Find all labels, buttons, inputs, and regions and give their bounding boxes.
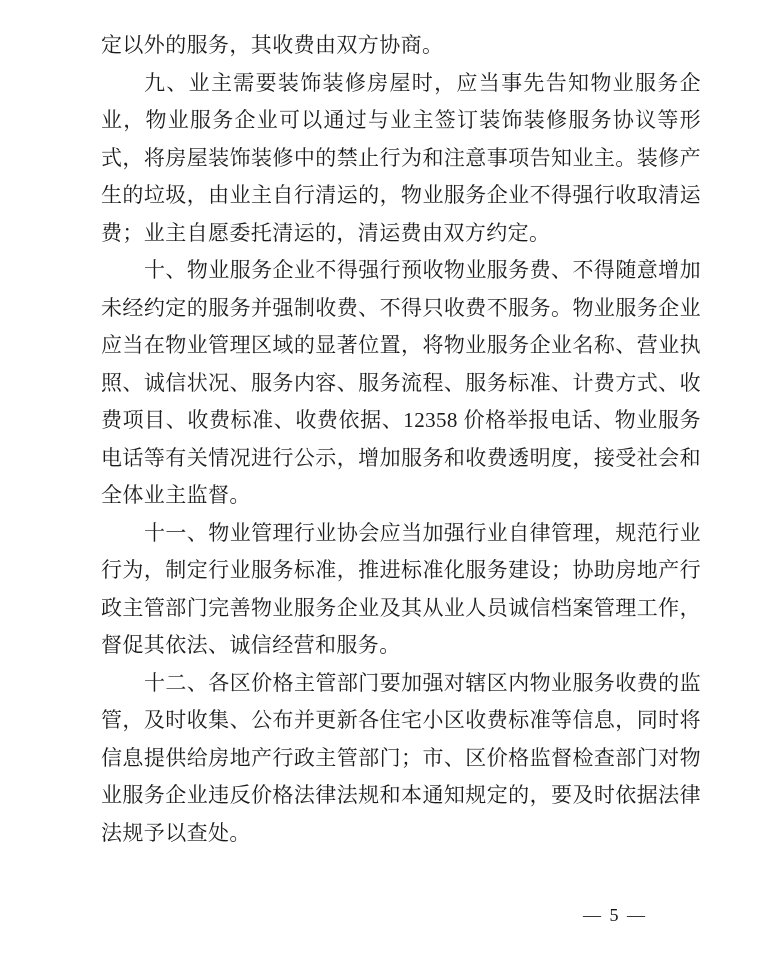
text-line: 十一、物业管理行业协会应当加强行业自律管理，规范行业 <box>144 520 701 545</box>
text-line: 应当在物业管理区域的显著位置，将物业服务企业名称、营业执 <box>101 333 701 357</box>
text-line: 电话等有关情况进行公示，增加服务和收费透明度，接受社会和 <box>101 445 701 470</box>
text-line: 式，将房屋装饰装修中的禁止行为和注意事项告知业主。装修产 <box>101 145 701 170</box>
text-line: 政主管部门完善物业服务企业及其从业人员诚信档案管理工作， <box>101 595 701 620</box>
text-line: 未经约定的服务并强制收费、不得只收费不服务。物业服务企业 <box>101 295 701 320</box>
text-line: 九、业主需要装饰装修房屋时，应当事先告知物业服务企 <box>144 70 701 95</box>
text-line: 十二、各区价格主管部门要加强对辖区内物业服务收费的监 <box>144 670 701 695</box>
text-line: 生的垃圾，由业主自行清运的，物业服务企业不得强行收取清运 <box>101 183 701 207</box>
text-line: 业，物业服务企业可以通过与业主签订装饰装修服务协议等形 <box>101 108 701 132</box>
text-line: 费；业主自愿委托清运的，清运费由双方约定。 <box>101 220 551 245</box>
text-line: 管，及时收集、公布并更新各住宅小区收费标准等信息，同时将 <box>101 708 701 732</box>
text-line: 行为，制定行业服务标准，推进标准化服务建设；协助房地产行 <box>101 558 701 582</box>
text-line: 全体业主监督。 <box>101 483 251 507</box>
page-number: — 5 — <box>583 905 647 925</box>
text-block <box>101 27 701 852</box>
text-line: 费项目、收费标准、收费依据、12358 价格举报电话、物业服务 <box>101 408 701 432</box>
text-line: 信息提供给房地产行政主管部门；市、区价格监督检查部门对物 <box>101 745 701 770</box>
text-line: 照、诚信状况、服务内容、服务流程、服务标准、计费方式、收 <box>101 370 701 395</box>
text-line: 十、物业服务企业不得强行预收物业服务费、不得随意增加 <box>144 258 701 282</box>
text-line: 业服务企业违反价格法律法规和本通知规定的，要及时依据法律 <box>101 783 701 807</box>
text-line: 法规予以查处。 <box>101 820 251 845</box>
text-line: 定以外的服务，其收费由双方协商。 <box>101 33 444 57</box>
text-line: 督促其依法、诚信经营和服务。 <box>101 633 401 657</box>
